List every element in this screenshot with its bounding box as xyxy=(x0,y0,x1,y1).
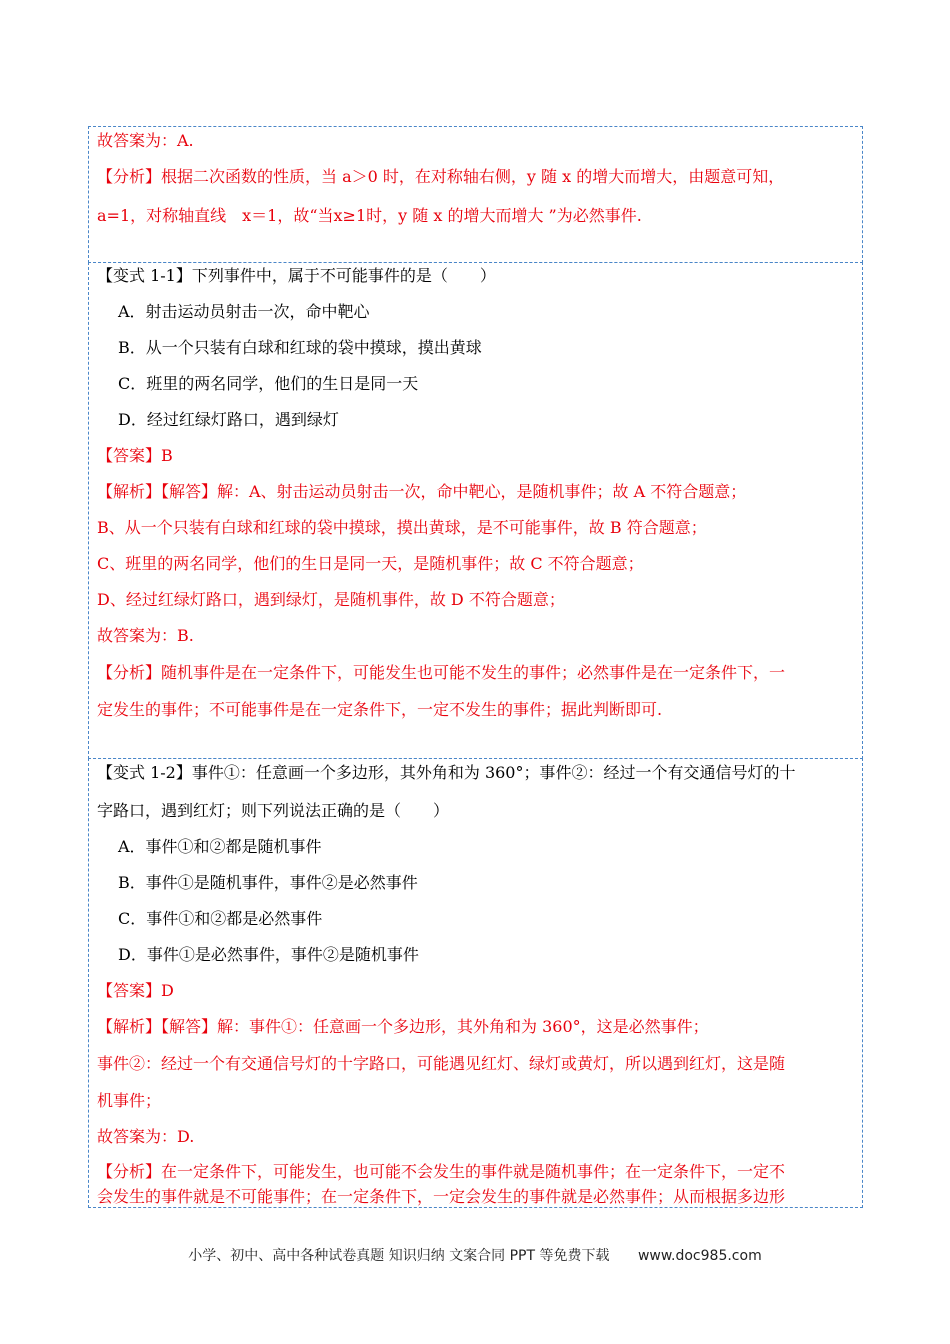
explanation-line: 事件②：经过一个有交通信号灯的十字路口，可能遇见红灯、绿灯或黄灯，所以遇到红灯，这是随 xyxy=(97,1054,786,1073)
option-b: B．从一个只装有白球和红球的袋中摸球，摸出黄球 xyxy=(118,338,482,357)
answer-line: 故答案为：D. xyxy=(97,1127,195,1146)
explanation-line: D、经过红绿灯路口，遇到绿灯，是随机事件，故 D 不符合题意； xyxy=(97,590,565,609)
option-b: B．事件①是随机事件，事件②是必然事件 xyxy=(118,873,418,892)
answer-line: 故答案为：A. xyxy=(97,131,194,150)
explanation-line: B、从一个只装有白球和红球的袋中摸球，摸出黄球，是不可能事件，故 B 符合题意； xyxy=(97,518,707,537)
explanation-line: C、班里的两名同学，他们的生日是同一天，是随机事件；故 C 不符合题意； xyxy=(97,554,644,573)
answer-label: 【答案】B xyxy=(97,446,173,465)
footer-text: 小学、初中、高中各种试卷真题 知识归纳 文案合同 PPT 等免费下载 xyxy=(188,1248,610,1264)
analysis-line: 【分析】随机事件是在一定条件下，可能发生也可能不发生的事件；必然事件是在一定条件下，一 xyxy=(97,663,786,682)
analysis-line: 【分析】在一定条件下，可能发生，也可能不会发生的事件就是随机事件；在一定条件下，一定不 xyxy=(97,1162,786,1181)
question-text: 【变式 1-1】下列事件中，属于不可能事件的是（ ） xyxy=(97,266,496,285)
explanation-line: 机事件； xyxy=(97,1091,162,1110)
answer-label: 【答案】D xyxy=(97,981,174,1000)
analysis-line: 【分析】根据二次函数的性质，当 a＞0 时，在对称轴右侧，y 随 x 的增大而增大，由题意可知， xyxy=(97,167,785,186)
option-a: A．事件①和②都是随机事件 xyxy=(118,837,322,856)
option-a: A．射击运动员射击一次，命中靶心 xyxy=(118,302,370,321)
analysis-line: 定发生的事件；不可能事件是在一定条件下，一定不发生的事件；据此判断即可. xyxy=(97,700,663,719)
page-footer xyxy=(0,1245,950,1265)
explanation-line: 【解析】【解答】解：A、射击运动员射击一次，命中靶心，是随机事件；故 A 不符合题意； xyxy=(97,482,747,501)
analysis-line: 会发生的事件就是不可能事件；在一定条件下，一定会发生的事件就是必然事件；从而根据多边形 xyxy=(97,1187,786,1206)
explanation-line: 【解析】【解答】解：事件①：任意画一个多边形，其外角和为 360°，这是必然事件； xyxy=(97,1017,709,1036)
answer-line: 故答案为：B. xyxy=(97,626,194,645)
option-d: D．事件①是必然事件，事件②是随机事件 xyxy=(118,945,419,964)
option-c: C．事件①和②都是必然事件 xyxy=(118,909,323,928)
question-text: 【变式 1-2】事件①：任意画一个多边形，其外角和为 360°；事件②：经过一个有交通信号灯的十 xyxy=(97,763,796,782)
footer-url[interactable]: www.doc985.com xyxy=(637,1248,762,1264)
question-text: 字路口，遇到红灯；则下列说法正确的是（ ） xyxy=(97,801,450,820)
question-block-variant-1-1 xyxy=(88,262,863,759)
option-d: D．经过红绿灯路口，遇到绿灯 xyxy=(118,410,339,429)
option-c: C．班里的两名同学，他们的生日是同一天 xyxy=(118,374,419,393)
analysis-line: a=1，对称轴直线 x＝1，故“当x≥1时，y 随 x 的增大而增大 ”为必然事件. xyxy=(97,206,642,225)
